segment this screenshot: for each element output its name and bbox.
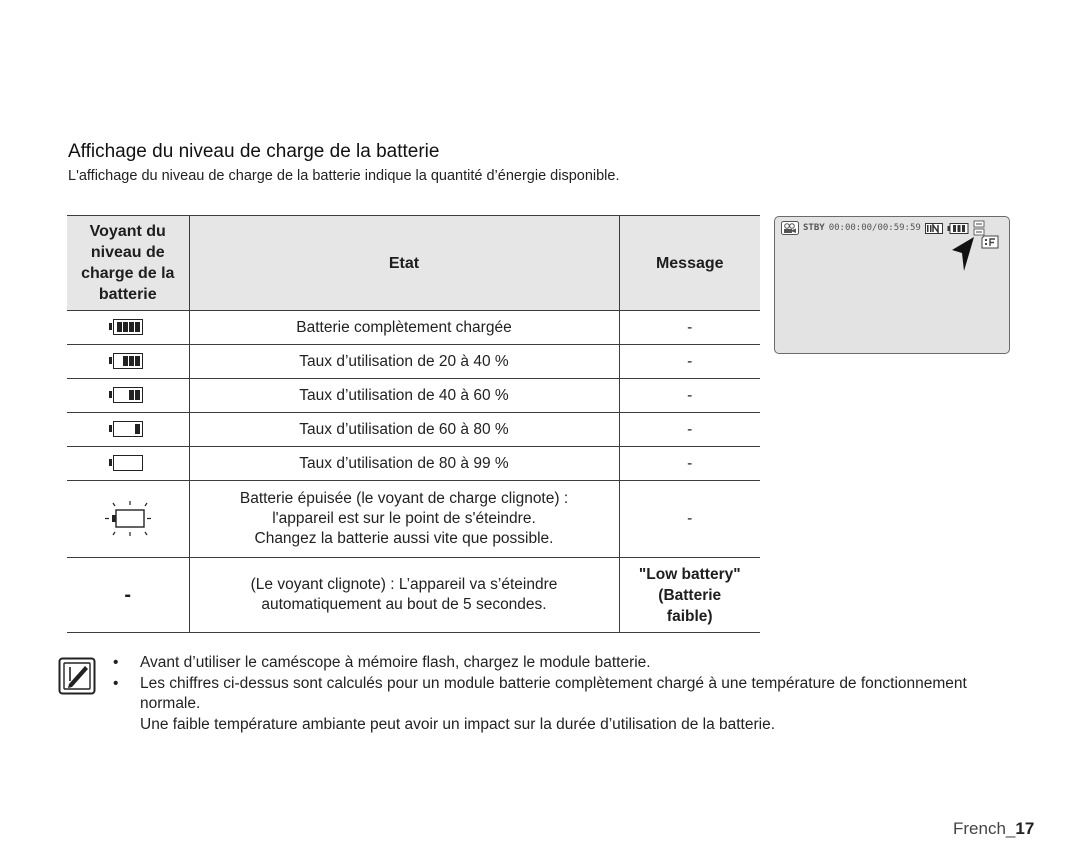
pointer-arrow-icon — [951, 236, 975, 272]
header-voyant: Voyant du niveau de charge de la batterie — [67, 216, 189, 311]
notes-list — [113, 653, 1013, 735]
lcd-screen-illustration — [774, 216, 1010, 354]
table-row: Batterie complètement chargée - — [67, 311, 760, 345]
intro-text: L'affichage du niveau de charge de la batterie indique la quantité d’énergie disponible. — [68, 168, 620, 184]
header-message: Message — [619, 216, 760, 311]
header-etat: Etat — [189, 216, 619, 311]
table-row: Taux d’utilisation de 40 à 60 % - — [67, 379, 760, 413]
page-number: 17 — [1015, 819, 1035, 838]
battery-2-bars-icon — [113, 387, 143, 403]
table-row: Taux d’utilisation de 60 à 80 % - — [67, 413, 760, 447]
timecode: 00:00:00/00:59:59 — [828, 223, 921, 233]
camcorder-mode-icon — [781, 221, 799, 235]
battery-icon — [947, 223, 969, 234]
battery-3-bars-icon — [113, 353, 143, 369]
table-row: Batterie épuisée (le voyant de charge clignote) : l'appareil est sur le point de s'éteindre. Changez la batterie aussi vite que possible. - — [67, 481, 760, 558]
table-row: Taux d’utilisation de 80 à 99 % - — [67, 447, 760, 481]
list-item: Une faible température ambiante peut avoir un impact sur la durée d’utilisation de la batterie. — [140, 715, 776, 733]
battery-level-table — [67, 215, 760, 633]
list-item: • Avant d’utiliser le caméscope à mémoire flash, chargez le module batterie. — [113, 654, 651, 671]
battery-full-icon — [113, 319, 143, 335]
battery-blinking-icon — [103, 499, 153, 539]
section-title: Affichage du niveau de charge de la batterie — [68, 141, 440, 162]
quality-icon — [973, 220, 985, 236]
battery-empty-icon — [113, 455, 143, 471]
table-row: - (Le voyant clignote) : L’appareil va s’éteindre automatiquement au bout de 5 secondes. "Low battery" (Batterie faible) — [67, 558, 760, 633]
list-item: • Les chiffres ci-dessus sont calculés pour un module batterie complètement chargé à une température de fonctionnement normale. — [113, 674, 967, 712]
storage-in-icon — [925, 223, 943, 234]
page-footer: French_17 — [953, 819, 1035, 838]
note-icon — [58, 657, 96, 695]
battery-1-bar-icon — [113, 421, 143, 437]
table-row: Taux d’utilisation de 20 à 40 % - — [67, 345, 760, 379]
memory-card-icon — [981, 235, 999, 249]
status-label: STBY — [803, 223, 825, 233]
